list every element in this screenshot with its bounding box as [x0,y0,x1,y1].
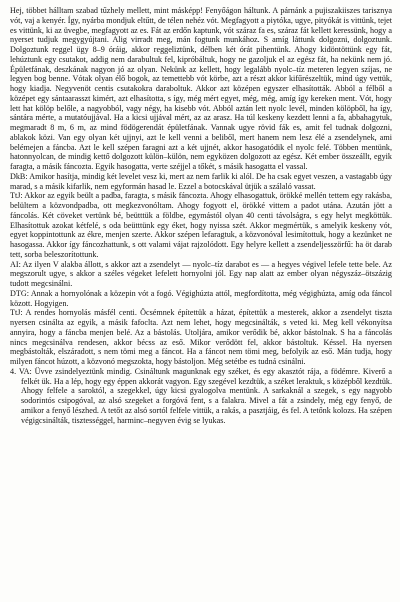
paragraph-dkb: DkB: Amikor hasítja, mindig két levelet vesz ki, mert az nem farlik ki alól. De ha csak egyet veszen, a vastagabb úgy marad, s a másik kifarlik, nem egyformán hasad le. Ezzel a botocskával ütjük a szálaló vassat. [10,171,392,191]
paragraph-ai: AI: Az ilyen V alakba állott, s akkor azt a zsendelyt — nyolc–tíz darabot es — a hegyes végivel lefele tette bele. Az megszorult ugye, s akkor a széles végeket lefelett hornyolni jól. Egy nap alatt az ember olyan négyszáz–ötszázig tudott megcsinálni. [10,259,392,288]
paragraph-dtg: DTG: Annak a hornyolónak a közepin vót a fogó. Végighúzta attól, megfordította, még végighúzta, amíg oda fáncol közott. Hogyigen. [10,288,392,308]
paragraph-item-4: 4. VA: Üvve zsindelyeztünk mindig. Csináltunk magunknak egy széket, és egy akasztót rája, a födémre. Kiverő a felkét ük. Ha a lép, hogy egy éppen akkorát vagyon. Egy szegével kezdtük, a széket leraktuk, s középből kezdtük. Ahogy felfele a saroktól, a szegekkel, úgy kicsi gyalogolva mentünk. A sarkaknál a szegek, s egy nagyobb sodorintós csipogóval, az alsó szegeket a forgóvá fent, s a falakra. Mivel a fát a zsindely, még egy fenyő, de amikor a fenyő lészhed. A tetőt az alsó sortól felfele vittük, a rakás, a pasztjáig, és fel. A tetőnk kolozs. Ha szépen végigcsinálták, tisztességgel, harminc–negyven évig se lyukas. [10,366,392,425]
paragraph-ttj-1: TtJ: Akkor az egyik beült a padba, faragta, s másik fáncozta. Ahogy elhasogattuk, örökké mellén tettem egy rakásba, belültem a közvondpadba, ott megkezvonóltam. Ahogy fogyott el, örökké vittem a padot utána. Azután jött a fáncolás. Két cöveket vertünk bé, beütttük a földbe, egymástól olyan 40 centi távolságra, s egy helyt megköttük. Elhasítottuk azokat kétfelé, s oda beütttünk egy éket, hogy nyissa szét. Akkor megmértük, s amelyik keskeny vót, egyet koppintottunk az ékre, menjen szerte. Akkor szépen lefaragtuk, a közvonóval lesimítottuk, hogy a kezünket ne hasogassa. Akkor így fáncozhattunk, s ott valami vájat rajzolódott. Egy helyre kellett a zsendeljesszörfű: ha öt darab tett, sorba beleszorítottunk. [10,191,392,259]
body-text [10,6,392,425]
paragraph-ttj-2: TtJ: A rendes hornyolás másfél centi. Öcsémnek építettük a házat, építettük a mesterek, akkor a zsendelyt tiszta nyersen csinálta az egyik, a másik fafoclta. Azt nem lehet, hogy megcsinálták, s veted ki. Meg kell vékonyítsa annyira, hogy a fáncba menjen belé. Az a bástolás. Utoljára, amikor verődik bé, akkor bástolnak. S ha a fáncolás nincs megcsinálva rendesen, akkor bécss az eső. Mikor verődött fel, akkor bástoltuk. Késsel. Ha nyersen megbástolták, elszáradott, s nem tömi meg a fáncot. Ha a fáncot nem tömi meg, befolyik az eső. Mán tudja, hogy milyen fáncot húzott, a közvonó megszokta, hogy bástoljon. Még setétbe es tudná csinálni. [10,308,392,366]
paragraph-intro: Hej, többet hálltam szabad tűzhely mellett, mint másképp! Fenyőágon háltunk. A párnánk a pujiszakiiszes tarisznya vót, vaj a kenyér. Így, nyárba mondjuk eltűtt, de télen nehéz vót. Megfagyott a piytóka, ugye, pityókát is vittünk, tejet es vittünk, ki az üvegbe, megfagyott az es. Fát az erdőn kaptunk, vót száraz fa es, száraz fát kellett keressünk, hogy a nyerset tudjuk megygyújtani. Alig virradt meg, mán fogtunk munkához. S amíg láttunk dolgozni, dolgoztunk. Dolgoztunk reggel ügy 8–9 óráig, akkor reggeliztünk, délben két órát pihentünk. Ahogy kidöntöttünk egy fát, lehúztunk egy csutakot, addig nem darabultuk fel, kipróbáltuk, hogy ne gazoljuk el az egész fát, ha nekünk nem jó. Épületfának, deszkának nagyon jó az olyan. Nekünk az kellett, hogy legalább nyolc–tíz meteren legyen szíjas, ne legyen bog benne. Vótak olyan élő bogok, az temettebb vót körbe, azt a részt akkor kifűrészeltük, mind úgy vettük, hogy kiadja. Negyvenöt centis csutakokra daraboltuk. Akkor azt középen egyszer elhasították. Abból a félből a középet egy sántaarasszt kimért, azt elhasította, s így, még mért egyet, még, még, amíg így kereken ment. Vót, hogy lett hat kölöp belőle, a nagyobból, vagy négy, ha kisebb vót. Abból aztán lett nyolc levél, minden kölöpből, ha így, sántára mérte, a mutatóujjával. Ha a kicsi ujjával mért, az az arasz. Ha túl keskeny kezdett lenni a fa, abbahagytuk, megmaradt 8 m, 6 m, az mind födögerendát épületfának. Vannak ugye rövid fák es, amit fel tudnak dolgozni, ablakok közi. Van egy olyan két ujjnyi, azt le kell venni a beliből, mert hanem nem lesz élé a zsendelynek, ami belémejen a fáncba. Azt le kell szépen faragni azt a két ujjnét, akkor hasogatódik el nyolc felé. Többen mentünk, hatonnyolcan, de mindig kettő dolgozott külön–külön, nem egyközen dolgozott az egész. Két ember összeállt, egyik faragta, a másik fáncozta. Egyik hasogatta, verte széjjel a tőkét, s másik hasogatta el vassal. [10,6,392,171]
